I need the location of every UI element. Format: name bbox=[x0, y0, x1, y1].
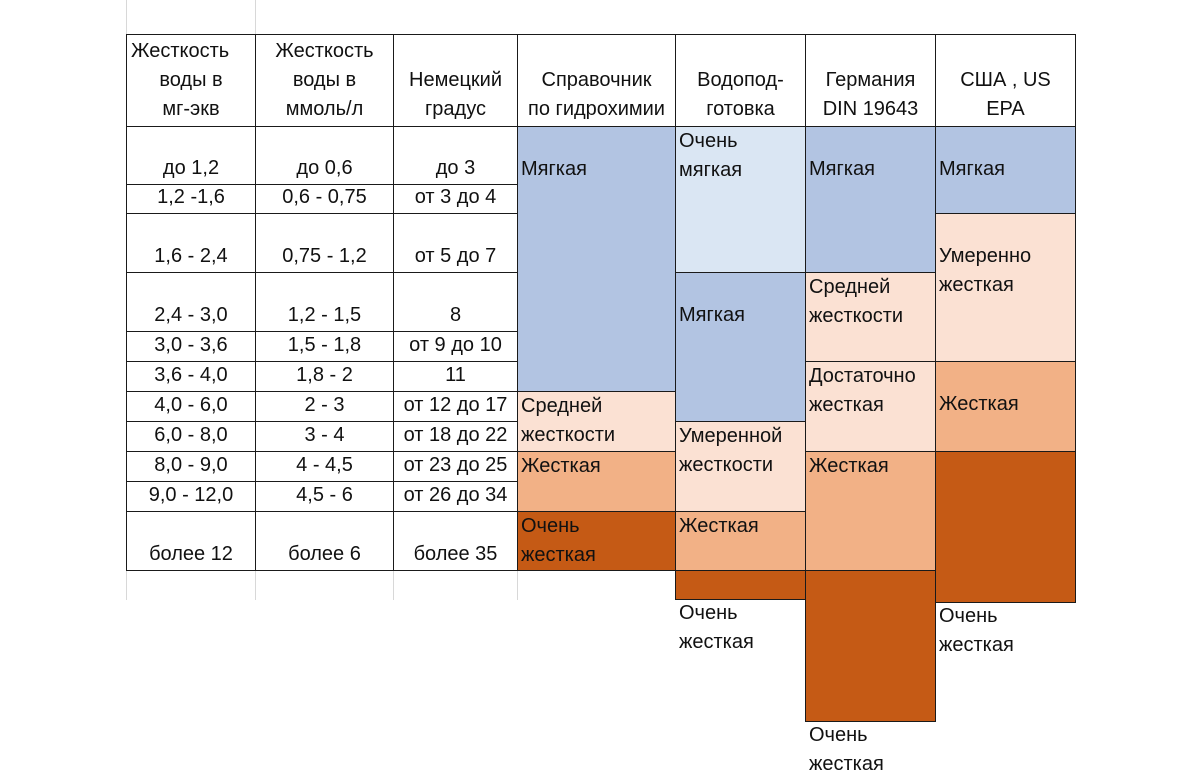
cell-value: от 3 до 4 bbox=[414, 186, 497, 208]
cell-value: от 18 до 22 bbox=[403, 424, 508, 446]
header-hardness-mg-eq bbox=[126, 34, 256, 127]
cell-value: 2 - 3 bbox=[304, 394, 345, 416]
cell-text-line: Жесткость bbox=[275, 40, 374, 62]
cell-text-line: Мягкая bbox=[521, 158, 587, 180]
hardness-mg-eq-cell bbox=[126, 361, 256, 392]
hardness-mg-eq-cell bbox=[126, 511, 256, 571]
hardness-mmol-cell bbox=[255, 511, 394, 571]
cell-text-line: жесткая bbox=[809, 753, 884, 775]
cell-text-line: Жесткая bbox=[809, 455, 889, 477]
cell-text-line: Немецкий bbox=[409, 69, 502, 91]
cell-value: более 35 bbox=[413, 543, 498, 565]
hardness-mmol-cell bbox=[255, 481, 394, 512]
german-degree-cell bbox=[393, 126, 518, 185]
cell-text-line: жесткая bbox=[809, 394, 884, 416]
cell-text-line: жесткая bbox=[939, 274, 1014, 296]
cell-value: от 5 до 7 bbox=[414, 245, 497, 267]
sheet-gridline bbox=[255, 570, 256, 600]
cell-value: 1,2 -1,6 bbox=[157, 186, 225, 208]
cell-text-line: жесткости bbox=[679, 454, 774, 476]
german-degree-cell bbox=[393, 391, 518, 422]
cell-text-line: США , US bbox=[960, 69, 1051, 91]
hardness-mg-eq-cell bbox=[126, 331, 256, 362]
classification-treatment-3 bbox=[675, 511, 806, 571]
classification-treatment-0 bbox=[675, 126, 806, 273]
cell-text-line: воды в bbox=[159, 69, 223, 91]
cell-value: 1,2 - 1,5 bbox=[287, 304, 362, 326]
classification-din-2 bbox=[805, 361, 936, 452]
cell-text-line: градус bbox=[425, 98, 486, 120]
cell-value: от 9 до 10 bbox=[409, 334, 502, 356]
classification-epa-1 bbox=[935, 213, 1076, 362]
german-degree-cell bbox=[393, 184, 518, 214]
sheet-gridline bbox=[255, 0, 256, 34]
header-hardness-mmol bbox=[255, 34, 394, 127]
classification-hydrochem-0 bbox=[517, 126, 676, 392]
hardness-mg-eq-cell bbox=[126, 481, 256, 512]
hardness-mg-eq-cell bbox=[126, 391, 256, 422]
cell-text-line: Умеренной bbox=[679, 425, 783, 447]
cell-value: до 3 bbox=[435, 157, 476, 179]
cell-text-line: Жесткая bbox=[679, 515, 759, 537]
classification-hydrochem-1 bbox=[517, 391, 676, 452]
hardness-mmol-cell bbox=[255, 184, 394, 214]
sheet-gridline bbox=[393, 570, 394, 600]
header-german-degree bbox=[393, 34, 518, 127]
german-degree-cell bbox=[393, 511, 518, 571]
cell-value: 0,75 - 1,2 bbox=[282, 245, 367, 267]
cell-value: 6,0 - 8,0 bbox=[154, 424, 228, 446]
cell-value: 1,5 - 1,8 bbox=[287, 334, 362, 356]
cell-value: 4,5 - 6 bbox=[296, 484, 353, 506]
german-degree-cell bbox=[393, 361, 518, 392]
classification-hydrochem-3 bbox=[517, 511, 676, 571]
classification-din-1 bbox=[805, 272, 936, 362]
cell-text-line: жесткая bbox=[939, 634, 1014, 656]
hardness-mmol-cell bbox=[255, 272, 394, 332]
cell-value: 1,8 - 2 bbox=[296, 364, 353, 386]
classification-epa-0 bbox=[935, 126, 1076, 214]
cell-text-line: Жесткая bbox=[939, 393, 1019, 415]
hardness-mg-eq-cell bbox=[126, 451, 256, 482]
cell-value: 3,6 - 4,0 bbox=[154, 364, 228, 386]
german-degree-cell bbox=[393, 213, 518, 273]
hardness-mmol-cell bbox=[255, 451, 394, 482]
cell-text-line: по гидрохимии bbox=[528, 98, 665, 120]
cell-value: от 26 до 34 bbox=[403, 484, 508, 506]
cell-text-line: жесткая bbox=[679, 631, 754, 653]
german-degree-cell bbox=[393, 272, 518, 332]
hardness-mg-eq-cell bbox=[126, 213, 256, 273]
hardness-mmol-cell bbox=[255, 126, 394, 185]
cell-text-line: Достаточно bbox=[809, 365, 916, 387]
hardness-mmol-cell bbox=[255, 391, 394, 422]
classification-treatment-1 bbox=[675, 272, 806, 422]
classification-hydrochem-2 bbox=[517, 451, 676, 512]
cell-value: 9,0 - 12,0 bbox=[148, 484, 234, 506]
cell-text-line: Очень bbox=[679, 130, 738, 152]
cell-text-line: Средней bbox=[521, 395, 603, 417]
hardness-mg-eq-cell bbox=[126, 421, 256, 452]
cell-value: до 0,6 bbox=[296, 157, 353, 179]
cell-text-line: Мягкая bbox=[679, 304, 745, 326]
cell-text-line: Очень bbox=[521, 515, 580, 537]
cell-value: от 23 до 25 bbox=[403, 454, 508, 476]
cell-value: 2,4 - 3,0 bbox=[154, 304, 228, 326]
header-hydrochem-reference bbox=[517, 34, 676, 127]
cell-text-line: Мягкая bbox=[939, 158, 1005, 180]
cell-value: 4,0 - 6,0 bbox=[154, 394, 228, 416]
cell-text-line: Германия bbox=[825, 69, 916, 91]
classification-din-4 bbox=[805, 570, 936, 775]
cell-text-line: Жесткая bbox=[521, 455, 601, 477]
sheet-gridline bbox=[517, 570, 518, 600]
hardness-mg-eq-cell bbox=[126, 272, 256, 332]
cell-value: 8,0 - 9,0 bbox=[154, 454, 228, 476]
cell-text-line: EPA bbox=[986, 98, 1025, 120]
cell-text-line: мягкая bbox=[679, 159, 743, 181]
hardness-mg-eq-cell bbox=[126, 126, 256, 185]
cell-value: 3 - 4 bbox=[304, 424, 345, 446]
cell-text-line: Жесткость bbox=[131, 40, 230, 62]
cell-value: более 6 bbox=[288, 543, 361, 565]
classification-din-3 bbox=[805, 451, 936, 571]
classification-treatment-4 bbox=[675, 570, 806, 653]
cell-text-line: DIN 19643 bbox=[822, 98, 919, 120]
cell-value: 8 bbox=[449, 304, 462, 326]
cell-value: 4 - 4,5 bbox=[296, 454, 353, 476]
hardness-mmol-cell bbox=[255, 331, 394, 362]
cell-value: 11 bbox=[445, 364, 466, 386]
cell-text-line: Справочник bbox=[541, 69, 652, 91]
cell-text-line: Умеренно bbox=[939, 245, 1032, 267]
hardness-mmol-cell bbox=[255, 361, 394, 392]
cell-value: 1,6 - 2,4 bbox=[154, 245, 228, 267]
cell-value: до 1,2 bbox=[162, 157, 220, 179]
header-usa-epa bbox=[935, 34, 1076, 127]
german-degree-cell bbox=[393, 331, 518, 362]
german-degree-cell bbox=[393, 451, 518, 482]
header-germany-din bbox=[805, 34, 936, 127]
sheet-gridline bbox=[126, 570, 127, 600]
header-water-treatment bbox=[675, 34, 806, 127]
cell-text-line: Очень bbox=[679, 602, 738, 624]
hardness-mmol-cell bbox=[255, 421, 394, 452]
cell-text-line: мг-экв bbox=[162, 98, 220, 120]
cell-text-line: Мягкая bbox=[809, 158, 875, 180]
cell-value: 3,0 - 3,6 bbox=[154, 334, 228, 356]
cell-text-line: ммоль/л bbox=[285, 98, 364, 120]
cell-text-line: воды в bbox=[292, 69, 357, 91]
classification-din-0 bbox=[805, 126, 936, 273]
cell-value: более 12 bbox=[149, 543, 233, 565]
hardness-mmol-cell bbox=[255, 213, 394, 273]
cell-text-line: Очень bbox=[809, 724, 868, 746]
sheet-gridline bbox=[126, 0, 127, 34]
cell-text-line: жесткости bbox=[809, 305, 904, 327]
cell-text-line: Очень bbox=[939, 605, 998, 627]
cell-text-line: жесткости bbox=[521, 424, 616, 446]
cell-text-line: Средней bbox=[809, 276, 891, 298]
cell-value: 0,6 - 0,75 bbox=[282, 186, 367, 208]
german-degree-cell bbox=[393, 421, 518, 452]
classification-epa-3 bbox=[935, 451, 1076, 656]
classification-treatment-2 bbox=[675, 421, 806, 512]
hardness-mg-eq-cell bbox=[126, 184, 256, 214]
cell-text-line: Водопод- bbox=[697, 69, 784, 91]
cell-text-line: готовка bbox=[706, 98, 775, 120]
cell-text-line: жесткая bbox=[521, 544, 596, 566]
cell-value: от 12 до 17 bbox=[403, 394, 508, 416]
classification-epa-2 bbox=[935, 361, 1076, 452]
german-degree-cell bbox=[393, 481, 518, 512]
